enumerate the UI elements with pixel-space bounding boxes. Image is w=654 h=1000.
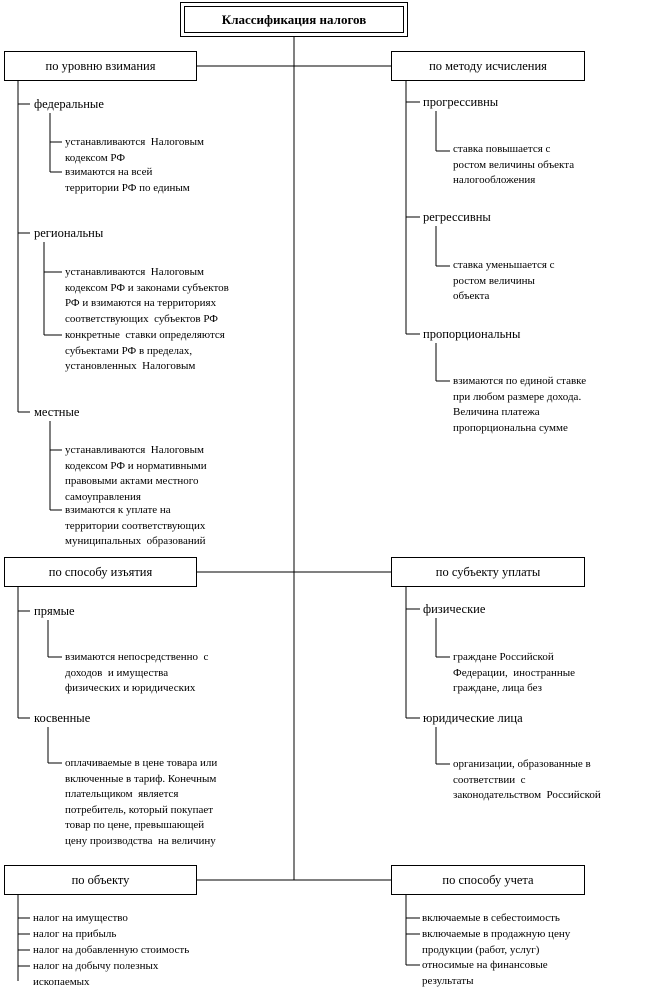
item-direct: прямые <box>34 604 75 618</box>
progressive-desc: ставка повышается с ростом величины объекта налогообложения <box>453 142 574 189</box>
legal-entities-desc: организации, образованные в соответствии с законодательством Российской <box>453 757 601 804</box>
local-desc-1: устанавливаются Налоговым кодексом РФ и нормативными правовыми актами местного самоуправления <box>65 443 207 505</box>
item-regional: региональны <box>34 226 104 240</box>
proportional-desc: взимаются по единой ставке при любом размере дохода. Величина платежа пропорциональна сумме <box>453 374 586 436</box>
item-individuals: физические <box>423 602 486 616</box>
object-item-profit: налог на прибыль <box>33 927 116 943</box>
accounting-item-cost: включаемые в себестоимость <box>422 911 560 927</box>
local-desc-2: взимаются к уплате на территории соответствующих муниципальных образований <box>65 503 206 550</box>
federal-desc-1: устанавливаются Налоговым кодексом РФ <box>65 135 204 166</box>
object-item-mineral: налог на добычу полезных <box>33 959 158 975</box>
category-method-box: по методу исчисления <box>391 51 585 81</box>
title-box <box>180 2 408 37</box>
item-progressive: прогрессивны <box>423 95 499 109</box>
object-item-mineral-cont: ископаемых <box>33 975 90 991</box>
item-local: местные <box>34 405 80 419</box>
category-payer-box: по субъекту уплаты <box>391 557 585 587</box>
diagram-title: Классификация налогов <box>184 6 404 33</box>
object-item-property: налог на имущество <box>33 911 128 927</box>
indirect-desc: оплачиваемые в цене товара или включенные в тариф. Конечным плательщиком является потребитель, который покупает товар по цене, превышающей цену производства на величину <box>65 756 217 849</box>
regional-desc-2: конкретные ставки определяются субъектами РФ в пределах, установленных Налоговым <box>65 328 225 375</box>
accounting-item-results: относимые на финансовые результаты <box>422 958 548 989</box>
item-legal-entities: юридические лица <box>423 711 523 725</box>
category-withdrawal-box: по способу изъятия <box>4 557 197 587</box>
item-indirect: косвенные <box>34 711 91 725</box>
category-level-box: по уровню взимания <box>4 51 197 81</box>
item-proportional: пропорциональны <box>423 327 521 341</box>
object-item-vat: налог на добавленную стоимость <box>33 943 189 959</box>
regional-desc-1: устанавливаются Налоговым кодексом РФ и законами субъектов РФ и взимаются на территориях соответствующих субъектов РФ <box>65 265 229 327</box>
federal-desc-2: взимаются на всей территории РФ по единым <box>65 165 190 196</box>
category-object-box: по объекту <box>4 865 197 895</box>
direct-desc: взимаются непосредственно с доходов и имущества физических и юридических <box>65 650 208 697</box>
item-regressive: регрессивны <box>423 210 491 224</box>
item-federal: федеральные <box>34 97 104 111</box>
individuals-desc: граждане Российской Федерации, иностранные граждане, лица без <box>453 650 575 697</box>
category-accounting-box: по способу учета <box>391 865 585 895</box>
regressive-desc: ставка уменьшается с ростом величины объекта <box>453 258 555 305</box>
accounting-item-price: включаемые в продажную цену продукции (работ, услуг) <box>422 927 570 958</box>
